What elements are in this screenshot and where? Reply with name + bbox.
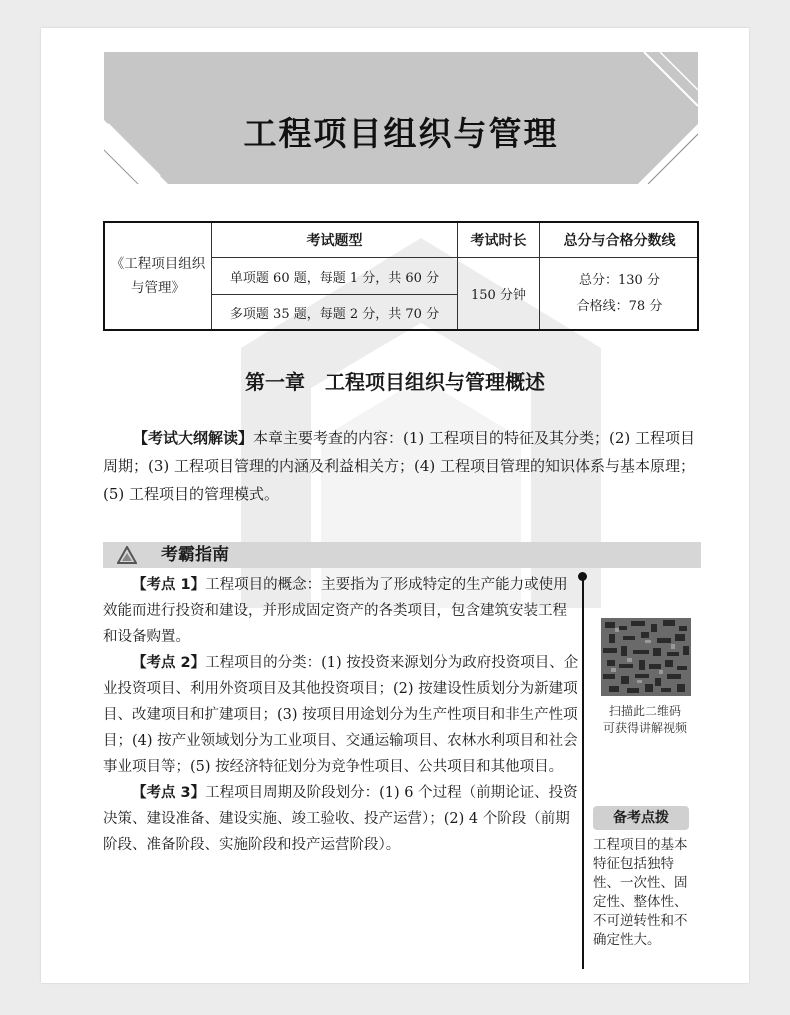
key-point-text: 工程项目周期及阶段划分：(1) 6 个过程（前期论证、投资决策、建设准备、建设实施、竣工验收、投产运营）；(2) 4 个阶段（前期阶段、准备阶段、实施阶段和投产运营阶段）。 <box>103 785 578 853</box>
header-question-type: 考试题型 <box>306 233 363 249</box>
syllabus-paragraph <box>103 424 701 508</box>
duration-value: 150 分钟 <box>471 288 526 303</box>
score-cell <box>540 258 699 329</box>
key-point-text: 工程项目的分类：(1) 按投资来源划分为政府投资项目、企业投资项目、利用外资项目及其他投资项目；(2) 按建设性质划分为新建项目、改建项目和扩建项目；(3) 按项目用途划分为生产性项目和非生产性项目；(4) 按产业领域划分为工业项目、交通运输项目、农林水利项目和社会事业项目等；(5) 按经济特征划分为竞争性项目、公共项目和其他项目。 <box>103 655 579 775</box>
sidebar-divider <box>582 576 584 969</box>
section-label: 考霸指南 <box>161 545 229 565</box>
key-point-3 <box>103 780 579 858</box>
header-score: 总分与合格分数线 <box>563 233 676 249</box>
subject-cell: 《工程项目组织与管理》 <box>110 256 206 296</box>
single-choice-row: 单项题 60 题，每题 1 分，共 60 分 <box>229 270 440 286</box>
tip-note: 工程项目的基本特征包括独特性、一次性、固定性、整体性、不可逆转性和不确定性大。 <box>593 837 688 948</box>
key-point-2 <box>103 650 579 780</box>
multi-choice-row: 多项题 35 题，每题 2 分，共 70 分 <box>229 306 440 322</box>
header-duration: 考试时长 <box>470 233 527 249</box>
exam-info-table <box>103 221 699 331</box>
title-banner <box>104 52 698 184</box>
qr-caption <box>589 703 701 737</box>
triangle-icon <box>117 546 137 564</box>
key-point-1 <box>103 572 579 650</box>
syllabus-text: 本章主要考查的内容：(1) 工程项目的特征及其分类；(2) 工程项目周期；(3) 工程项目管理的内涵及利益相关方；(4) 工程项目管理的知识体系与基本原理；(5) 工程项目的管理模式。 <box>103 429 696 503</box>
total-score: 总分：130 分 <box>579 272 660 288</box>
key-point-tag: 【考点 1】 <box>132 577 206 593</box>
pass-score: 合格线：78 分 <box>576 298 663 314</box>
qr-caption-line1: 扫描此二维码 <box>608 704 681 718</box>
key-point-tag: 【考点 2】 <box>132 655 206 671</box>
qr-code[interactable] <box>601 618 691 696</box>
key-point-tag: 【考点 3】 <box>132 785 206 801</box>
key-point-text: 工程项目的概念：主要指为了形成特定的生产能力或使用效能而进行投资和建设，并形成固定资产的各类项目，包含建筑安装工程和设备购置。 <box>103 577 568 645</box>
section-header <box>103 542 701 568</box>
tip-badge: 备考点拨 <box>593 806 689 830</box>
chapter-title: 第一章 工程项目组织与管理概述 <box>245 370 545 394</box>
syllabus-tag: 【考试大纲解读】 <box>133 429 254 447</box>
document-page <box>41 28 749 983</box>
qr-caption-line2: 可获得讲解视频 <box>602 721 687 735</box>
qr-code-icon <box>601 618 691 696</box>
key-points <box>103 572 579 858</box>
page-title: 工程项目组织与管理 <box>243 114 559 153</box>
